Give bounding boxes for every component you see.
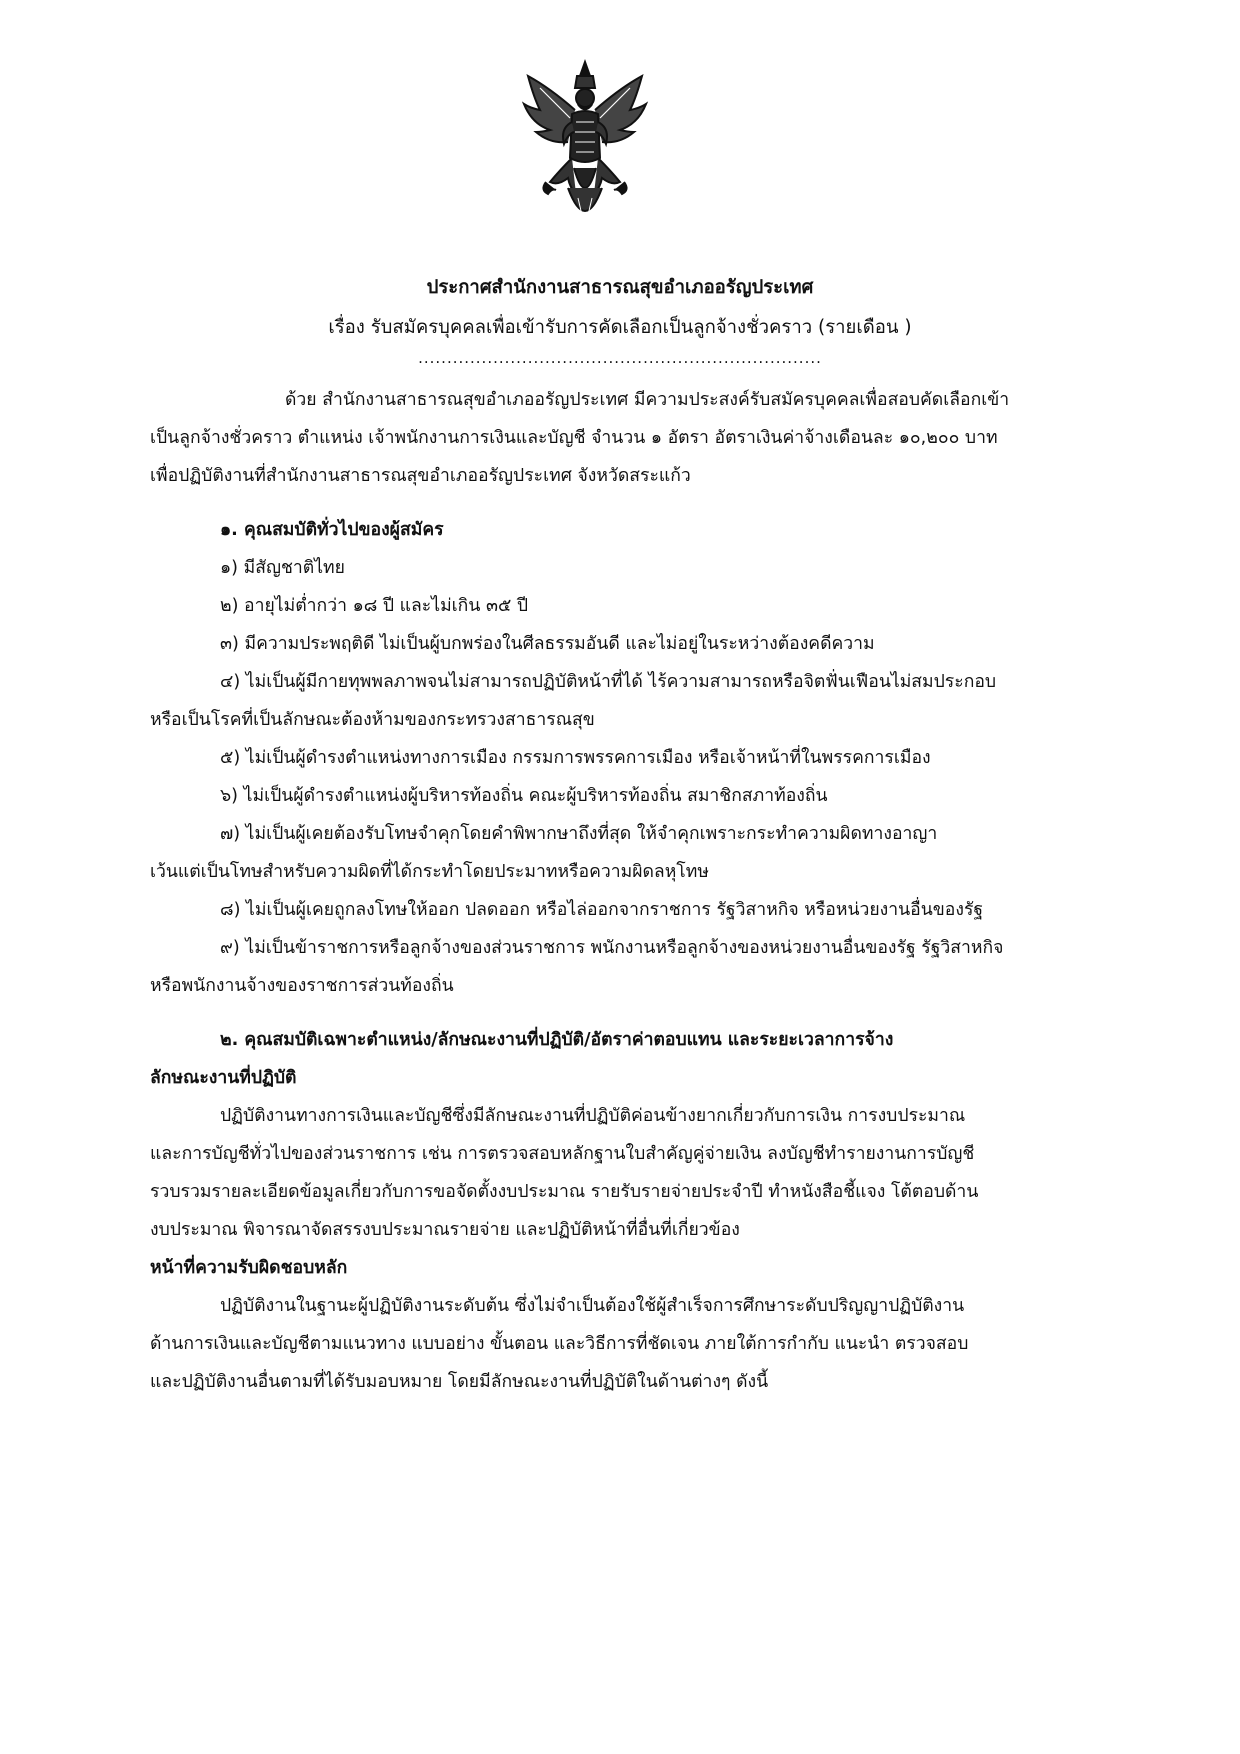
- announcement-title: ประกาศสำนักงานสาธารณสุขอำเภออรัญประเทศ: [426, 277, 814, 298]
- job-description-line: รวบรวมรายละเอียดข้อมูลเกี่ยวกับการขอจัดตั้งงบประมาณ รายรับรายจ่ายประจำปี ทำหนังสือชี้แจง โต้ตอบด้าน: [150, 1182, 979, 1202]
- announcement-subject: เรื่อง รับสมัครบุคคลเพื่อเข้ารับการคัดเลือกเป็นลูกจ้างชั่วคราว (รายเดือน ): [328, 317, 912, 338]
- qualification-item: ๗) ไม่เป็นผู้เคยต้องรับโทษจำคุกโดยคำพิพากษาถึงที่สุด ให้จำคุกเพราะกระทำความผิดทางอาญา: [220, 824, 938, 844]
- responsibilities-line: ด้านการเงินและบัญชีตามแนวทาง แบบอย่าง ขั้นตอน และวิธีการที่ชัดเจน ภายใต้การกำกับ แนะนำ ตรวจสอบ: [150, 1334, 969, 1354]
- responsibilities-heading: หน้าที่ความรับผิดชอบหลัก: [150, 1258, 348, 1278]
- qualification-item: ๖) ไม่เป็นผู้ดำรงตำแหน่งผู้บริหารท้องถิ่น คณะผู้บริหารท้องถิ่น สมาชิกสภาท้องถิ่น: [220, 786, 828, 806]
- job-description-line: ปฏิบัติงานทางการเงินและบัญชีซึ่งมีลักษณะงานที่ปฏิบัติค่อนข้างยากเกี่ยวกับการเงิน การงบประมาณ: [220, 1106, 966, 1126]
- qualification-item: ๓) มีความประพฤติดี ไม่เป็นผู้บกพร่องในศีลธรรมอันดี และไม่อยู่ในระหว่างต้องคดีความ: [220, 634, 875, 654]
- title-separator: ......................................................................: [418, 349, 822, 367]
- section2-heading: ๒. คุณสมบัติเฉพาะตำแหน่ง/ลักษณะงานที่ปฏิบัติ/อัตราค่าตอบแทน และระยะเวลาการจ้าง: [220, 1030, 894, 1050]
- intro-line: เป็นลูกจ้างชั่วคราว ตำแหน่ง เจ้าพนักงานการเงินและบัญชี จำนวน ๑ อัตรา อัตราเงินค่าจ้างเดือนละ ๑๐,๒๐๐ บาท: [150, 428, 998, 448]
- qualification-item: ๔) ไม่เป็นผู้มีกายทุพพลภาพจนไม่สามารถปฏิบัติหน้าที่ได้ ไร้ความสามารถหรือจิตฟั่นเฟือนไม่สมประกอบ: [220, 672, 997, 692]
- responsibilities-line: และปฏิบัติงานอื่นตามที่ได้รับมอบหมาย โดยมีลักษณะงานที่ปฏิบัติในด้านต่างๆ ดังนี้: [150, 1372, 769, 1392]
- intro-line: ด้วย สำนักงานสาธารณสุขอำเภออรัญประเทศ มีความประสงค์รับสมัครบุคคลเพื่อสอบคัดเลือกเข้า: [285, 390, 1010, 410]
- responsibilities-line: ปฏิบัติงานในฐานะผู้ปฏิบัติงานระดับต้น ซึ่งไม่จำเป็นต้องใช้ผู้สำเร็จการศึกษาระดับปริญญาปฏิบัติงาน: [220, 1296, 965, 1316]
- qualification-item: ๕) ไม่เป็นผู้ดำรงตำแหน่งทางการเมือง กรรมการพรรคการเมือง หรือเจ้าหน้าที่ในพรรคการเมือง: [220, 748, 931, 768]
- qualification-item: ๙) ไม่เป็นข้าราชการหรือลูกจ้างของส่วนราชการ พนักงานหรือลูกจ้างของหน่วยงานอื่นของรัฐ รัฐวิสาหกิจ: [220, 938, 1004, 958]
- qualification-item: ๘) ไม่เป็นผู้เคยถูกลงโทษให้ออก ปลดออก หรือไล่ออกจากราชการ รัฐวิสาหกิจ หรือหน่วยงานอื่นของรัฐ: [220, 900, 984, 920]
- qualification-item-continued: หรือเป็นโรคที่เป็นลักษณะต้องห้ามของกระทรวงสาธารณสุข: [150, 710, 595, 730]
- job-description-line: งบประมาณ พิจารณาจัดสรรงบประมาณรายจ่าย และปฏิบัติหน้าที่อื่นที่เกี่ยวข้อง: [150, 1220, 740, 1240]
- qualification-item-continued: หรือพนักงานจ้างของราชการส่วนท้องถิ่น: [150, 976, 454, 996]
- job-description-heading: ลักษณะงานที่ปฏิบัติ: [150, 1068, 297, 1088]
- qualification-item: ๒) อายุไม่ต่ำกว่า ๑๘ ปี และไม่เกิน ๓๕ ปี: [220, 596, 529, 616]
- qualification-item: ๑) มีสัญชาติไทย: [220, 558, 345, 578]
- section1-heading: ๑. คุณสมบัติทั่วไปของผู้สมัคร: [220, 520, 444, 540]
- garuda-emblem-icon: [520, 58, 650, 236]
- intro-line: เพื่อปฏิบัติงานที่สำนักงานสาธารณสุขอำเภออรัญประเทศ จังหวัดสระแก้ว: [150, 466, 691, 486]
- qualification-item-continued: เว้นแต่เป็นโทษสำหรับความผิดที่ได้กระทำโดยประมาทหรือความผิดลหุโทษ: [150, 862, 709, 882]
- job-description-line: และการบัญชีทั่วไปของส่วนราชการ เช่น การตรวจสอบหลักฐานใบสำคัญคู่จ่ายเงิน ลงบัญชีทำรายงานการบัญชี: [150, 1144, 975, 1164]
